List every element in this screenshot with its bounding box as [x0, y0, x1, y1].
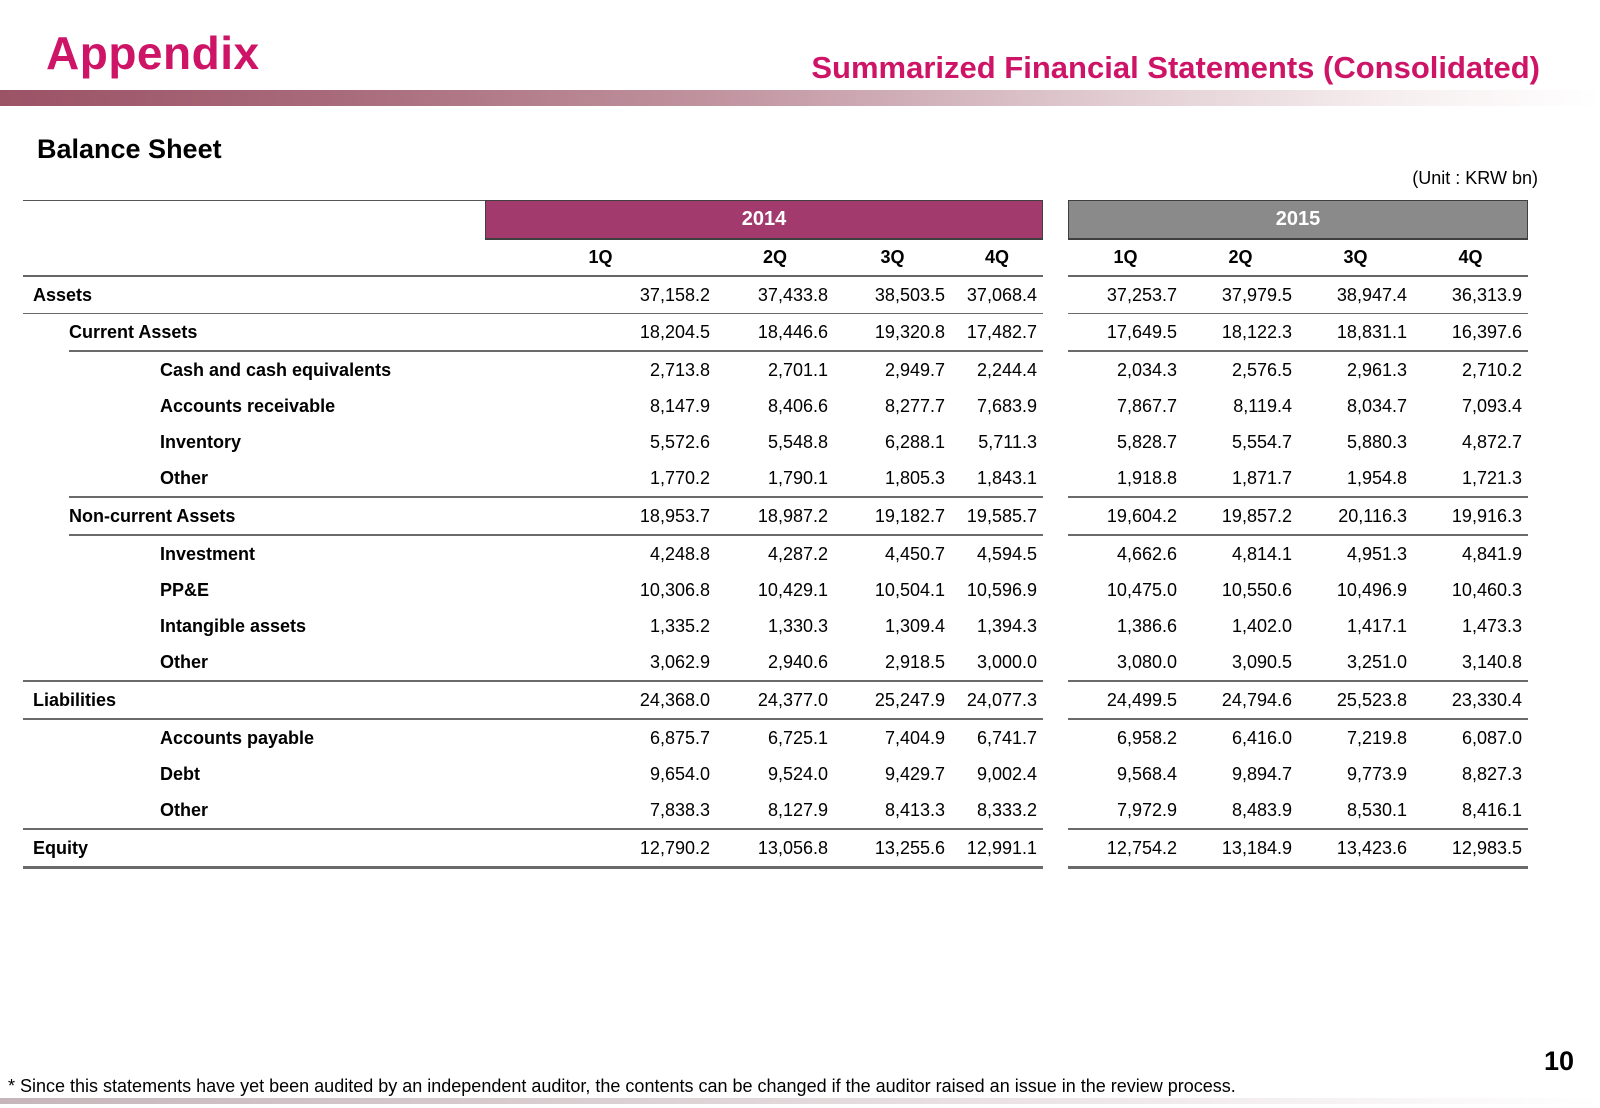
year-header-spacer: [23, 200, 485, 240]
cell-value: 13,255.6: [874, 837, 945, 858]
table-title: Balance Sheet: [37, 134, 222, 164]
row-label: Assets: [33, 284, 93, 305]
cell-value: 5,554.7: [1231, 431, 1292, 452]
cell-value: 13,184.9: [1221, 837, 1292, 858]
cell-value: 8,127.9: [767, 799, 828, 820]
cell-value: 37,433.8: [757, 284, 828, 305]
cell-value: 25,523.8: [1336, 689, 1407, 710]
cell-value: 1,721.3: [1461, 467, 1522, 488]
row-label: Equity: [33, 837, 89, 858]
cell-value: 12,754.2: [1106, 837, 1177, 858]
cell-value: 9,002.4: [976, 763, 1037, 784]
cell-value: 5,711.3: [978, 431, 1037, 452]
cell-value: 2,710.2: [1461, 359, 1522, 380]
year-header-row: [23, 200, 1528, 240]
unit-label: (Unit : KRW bn): [1412, 168, 1538, 188]
quarter-header: 4Q: [951, 240, 1043, 277]
cell-value: 9,654.0: [649, 763, 710, 784]
cell-value: 8,827.3: [1461, 763, 1522, 784]
cell-value: 24,377.0: [757, 689, 828, 710]
cell-value: 4,594.5: [976, 543, 1037, 564]
row-label: Accounts receivable: [160, 395, 336, 416]
quarter-header: 3Q: [834, 240, 951, 277]
cell-value: 19,916.3: [1451, 505, 1522, 526]
cell-value: 19,857.2: [1221, 505, 1292, 526]
cell-value: 12,983.5: [1451, 837, 1522, 858]
cell-value: 10,460.3: [1451, 579, 1522, 600]
cell-value: 2,576.5: [1231, 359, 1292, 380]
table-row: [23, 830, 1528, 866]
cell-value: 25,247.9: [874, 689, 945, 710]
cell-value: 19,320.8: [874, 321, 945, 342]
cell-value: 10,429.1: [757, 579, 828, 600]
cell-value: 17,649.5: [1106, 321, 1177, 342]
cell-value: 18,987.2: [757, 505, 828, 526]
quarter-header-gap: [1043, 240, 1068, 277]
cell-value: 1,918.8: [1116, 467, 1177, 488]
cell-value: 37,253.7: [1106, 284, 1177, 305]
cell-value: 1,473.3: [1461, 615, 1522, 636]
table-row: [23, 424, 1528, 460]
cell-value: 10,596.9: [966, 579, 1037, 600]
cell-value: 4,450.7: [884, 543, 945, 564]
cell-value: 4,841.9: [1461, 543, 1522, 564]
header-gradient-bar: [0, 90, 1600, 106]
row-label: Non-current Assets: [69, 505, 236, 526]
cell-value: 4,287.2: [767, 543, 828, 564]
cell-value: 1,871.7: [1231, 467, 1292, 488]
table-row: [23, 682, 1528, 718]
cell-value: 18,953.7: [639, 505, 710, 526]
cell-value: 2,701.1: [767, 359, 828, 380]
cell-value: 4,814.1: [1231, 543, 1292, 564]
cell-value: 1,402.0: [1231, 615, 1292, 636]
divider-left: [23, 866, 1043, 869]
row-label: Cash and cash equivalents: [160, 359, 392, 380]
quarter-header: 2Q: [716, 240, 834, 277]
cell-value: 3,080.0: [1116, 651, 1177, 672]
row-label: Other: [160, 651, 209, 672]
cell-value: 23,330.4: [1451, 689, 1522, 710]
cell-value: 24,794.6: [1221, 689, 1292, 710]
cell-value: 38,947.4: [1336, 284, 1407, 305]
page-number: 10: [1543, 1046, 1574, 1076]
cell-value: 18,446.6: [757, 321, 828, 342]
row-label: Other: [160, 799, 209, 820]
cell-value: 6,958.2: [1116, 727, 1177, 748]
cell-value: 8,277.7: [884, 395, 945, 416]
cell-value: 37,979.5: [1221, 284, 1292, 305]
cell-value: 9,429.7: [884, 763, 945, 784]
cell-value: 10,475.0: [1106, 579, 1177, 600]
table-row: [23, 277, 1528, 313]
cell-value: 7,683.9: [976, 395, 1037, 416]
cell-value: 8,530.1: [1346, 799, 1407, 820]
cell-value: 7,972.9: [1116, 799, 1177, 820]
table-row: [23, 608, 1528, 644]
table-row: [23, 314, 1528, 350]
section-divider: [23, 866, 1528, 869]
quarter-header: 1Q: [485, 240, 716, 277]
divider-right: [1068, 866, 1528, 869]
year-band-2015: 2015: [1068, 200, 1528, 240]
cell-value: 2,940.6: [767, 651, 828, 672]
cell-value: 7,093.4: [1461, 395, 1522, 416]
cell-value: 3,090.5: [1231, 651, 1292, 672]
row-gap: [1043, 498, 1068, 534]
cell-value: 38,503.5: [874, 284, 945, 305]
cell-value: 16,397.6: [1451, 321, 1522, 342]
cell-value: 1,790.1: [767, 467, 828, 488]
cell-value: 13,423.6: [1336, 837, 1407, 858]
cell-value: 1,770.2: [649, 467, 710, 488]
row-label: Investment: [160, 543, 256, 564]
cell-value: 19,182.7: [874, 505, 945, 526]
row-gap: [1043, 536, 1068, 572]
quarter-header-row: [23, 240, 1528, 277]
cell-value: 8,413.3: [884, 799, 945, 820]
cell-value: 1,330.3: [767, 615, 828, 636]
cell-value: 2,713.8: [649, 359, 710, 380]
quarter-header-spacer: [23, 240, 485, 277]
row-gap: [1043, 424, 1068, 460]
cell-value: 1,386.6: [1116, 615, 1177, 636]
table-row: [23, 352, 1528, 388]
cell-value: 1,309.4: [884, 615, 945, 636]
row-gap: [1043, 644, 1068, 680]
cell-value: 8,119.4: [1233, 395, 1292, 416]
cell-value: 6,741.7: [976, 727, 1037, 748]
row-label: Debt: [160, 763, 200, 784]
cell-value: 9,773.9: [1346, 763, 1407, 784]
cell-value: 6,087.0: [1461, 727, 1522, 748]
row-gap: [1043, 352, 1068, 388]
cell-value: 7,867.7: [1116, 395, 1177, 416]
row-gap: [1043, 277, 1068, 313]
table-row: [23, 756, 1528, 792]
row-gap: [1043, 682, 1068, 718]
cell-value: 2,918.5: [884, 651, 945, 672]
cell-value: 1,335.2: [649, 615, 710, 636]
cell-value: 37,068.4: [966, 284, 1037, 305]
cell-value: 1,805.3: [884, 467, 945, 488]
table-row: [23, 388, 1528, 424]
cell-value: 5,880.3: [1346, 431, 1407, 452]
cell-value: 24,499.5: [1106, 689, 1177, 710]
cell-value: 9,524.0: [767, 763, 828, 784]
cell-value: 36,313.9: [1451, 284, 1522, 305]
year-band-2014: 2014: [485, 200, 1043, 240]
cell-value: 4,951.3: [1346, 543, 1407, 564]
cell-value: 18,831.1: [1336, 321, 1407, 342]
row-label: Inventory: [160, 431, 242, 452]
cell-value: 5,572.6: [649, 431, 710, 452]
row-label: Intangible assets: [160, 615, 307, 636]
table-row: [23, 536, 1528, 572]
cell-value: 2,244.4: [976, 359, 1037, 380]
cell-value: 18,122.3: [1221, 321, 1292, 342]
footer-gradient-bar: [0, 1098, 1600, 1104]
cell-value: 6,288.1: [884, 431, 945, 452]
row-gap: [1043, 572, 1068, 608]
cell-value: 8,147.9: [649, 395, 710, 416]
cell-value: 19,585.7: [966, 505, 1037, 526]
cell-value: 5,548.8: [767, 431, 828, 452]
quarter-header: 3Q: [1298, 240, 1413, 277]
slide-title: Summarized Financial Statements (Consolidated): [811, 50, 1540, 85]
audit-footnote: * Since this statements have yet been audited by an independent auditor, the contents can be changed if the auditor raised an issue in the review process.: [8, 1076, 1236, 1096]
table-row: [23, 460, 1528, 496]
cell-value: 2,961.3: [1346, 359, 1407, 380]
table-row: [23, 572, 1528, 608]
cell-value: 6,725.1: [767, 727, 828, 748]
cell-value: 17,482.7: [966, 321, 1037, 342]
cell-value: 6,416.0: [1231, 727, 1292, 748]
cell-value: 9,568.4: [1116, 763, 1177, 784]
cell-value: 8,034.7: [1346, 395, 1407, 416]
row-gap: [1043, 314, 1068, 350]
cell-value: 8,416.1: [1461, 799, 1522, 820]
cell-value: 3,000.0: [976, 651, 1037, 672]
cell-value: 4,872.7: [1461, 431, 1522, 452]
cell-value: 3,062.9: [649, 651, 710, 672]
table-row: [23, 644, 1528, 680]
table-row: [23, 792, 1528, 828]
cell-value: 3,140.8: [1461, 651, 1522, 672]
cell-value: 12,790.2: [639, 837, 710, 858]
cell-value: 18,204.5: [639, 321, 710, 342]
cell-value: 24,368.0: [639, 689, 710, 710]
cell-value: 4,248.8: [649, 543, 710, 564]
table-row: [23, 498, 1528, 534]
cell-value: 7,404.9: [884, 727, 945, 748]
balance-sheet-table: [23, 200, 1528, 869]
cell-value: 12,991.1: [966, 837, 1037, 858]
table-body: [23, 277, 1528, 869]
cell-value: 7,838.3: [649, 799, 710, 820]
cell-value: 7,219.8: [1346, 727, 1407, 748]
row-gap: [1043, 830, 1068, 866]
row-label: Liabilities: [33, 689, 117, 710]
cell-value: 37,158.2: [639, 284, 710, 305]
cell-value: 2,949.7: [884, 359, 945, 380]
cell-value: 2,034.3: [1116, 359, 1177, 380]
row-label: PP&E: [160, 579, 210, 600]
cell-value: 4,662.6: [1116, 543, 1177, 564]
year-band-gap: [1043, 200, 1068, 240]
cell-value: 10,550.6: [1221, 579, 1292, 600]
row-label: Other: [160, 467, 209, 488]
row-gap: [1043, 460, 1068, 496]
cell-value: 13,056.8: [757, 837, 828, 858]
cell-value: 10,504.1: [874, 579, 945, 600]
cell-value: 8,333.2: [976, 799, 1037, 820]
cell-value: 3,251.0: [1346, 651, 1407, 672]
cell-value: 6,875.7: [649, 727, 710, 748]
cell-value: 19,604.2: [1106, 505, 1177, 526]
table-row: [23, 720, 1528, 756]
cell-value: 9,894.7: [1231, 763, 1292, 784]
row-gap: [1043, 756, 1068, 792]
cell-value: 1,843.1: [976, 467, 1037, 488]
row-gap: [1043, 608, 1068, 644]
cell-value: 10,496.9: [1336, 579, 1407, 600]
row-label: Accounts payable: [160, 727, 315, 748]
row-label: Current Assets: [69, 321, 198, 342]
quarter-header: 2Q: [1183, 240, 1298, 277]
cell-value: 1,417.1: [1346, 615, 1407, 636]
row-gap: [1043, 388, 1068, 424]
page-title: Appendix: [46, 27, 260, 79]
quarter-header: 4Q: [1413, 240, 1528, 277]
cell-value: 24,077.3: [966, 689, 1037, 710]
cell-value: 8,483.9: [1231, 799, 1292, 820]
cell-value: 5,828.7: [1116, 431, 1177, 452]
cell-value: 1,954.8: [1346, 467, 1407, 488]
row-gap: [1043, 792, 1068, 828]
cell-value: 20,116.3: [1338, 505, 1407, 526]
quarter-header: 1Q: [1068, 240, 1183, 277]
cell-value: 8,406.6: [767, 395, 828, 416]
cell-value: 1,394.3: [976, 615, 1037, 636]
cell-value: 10,306.8: [639, 579, 710, 600]
row-gap: [1043, 720, 1068, 756]
